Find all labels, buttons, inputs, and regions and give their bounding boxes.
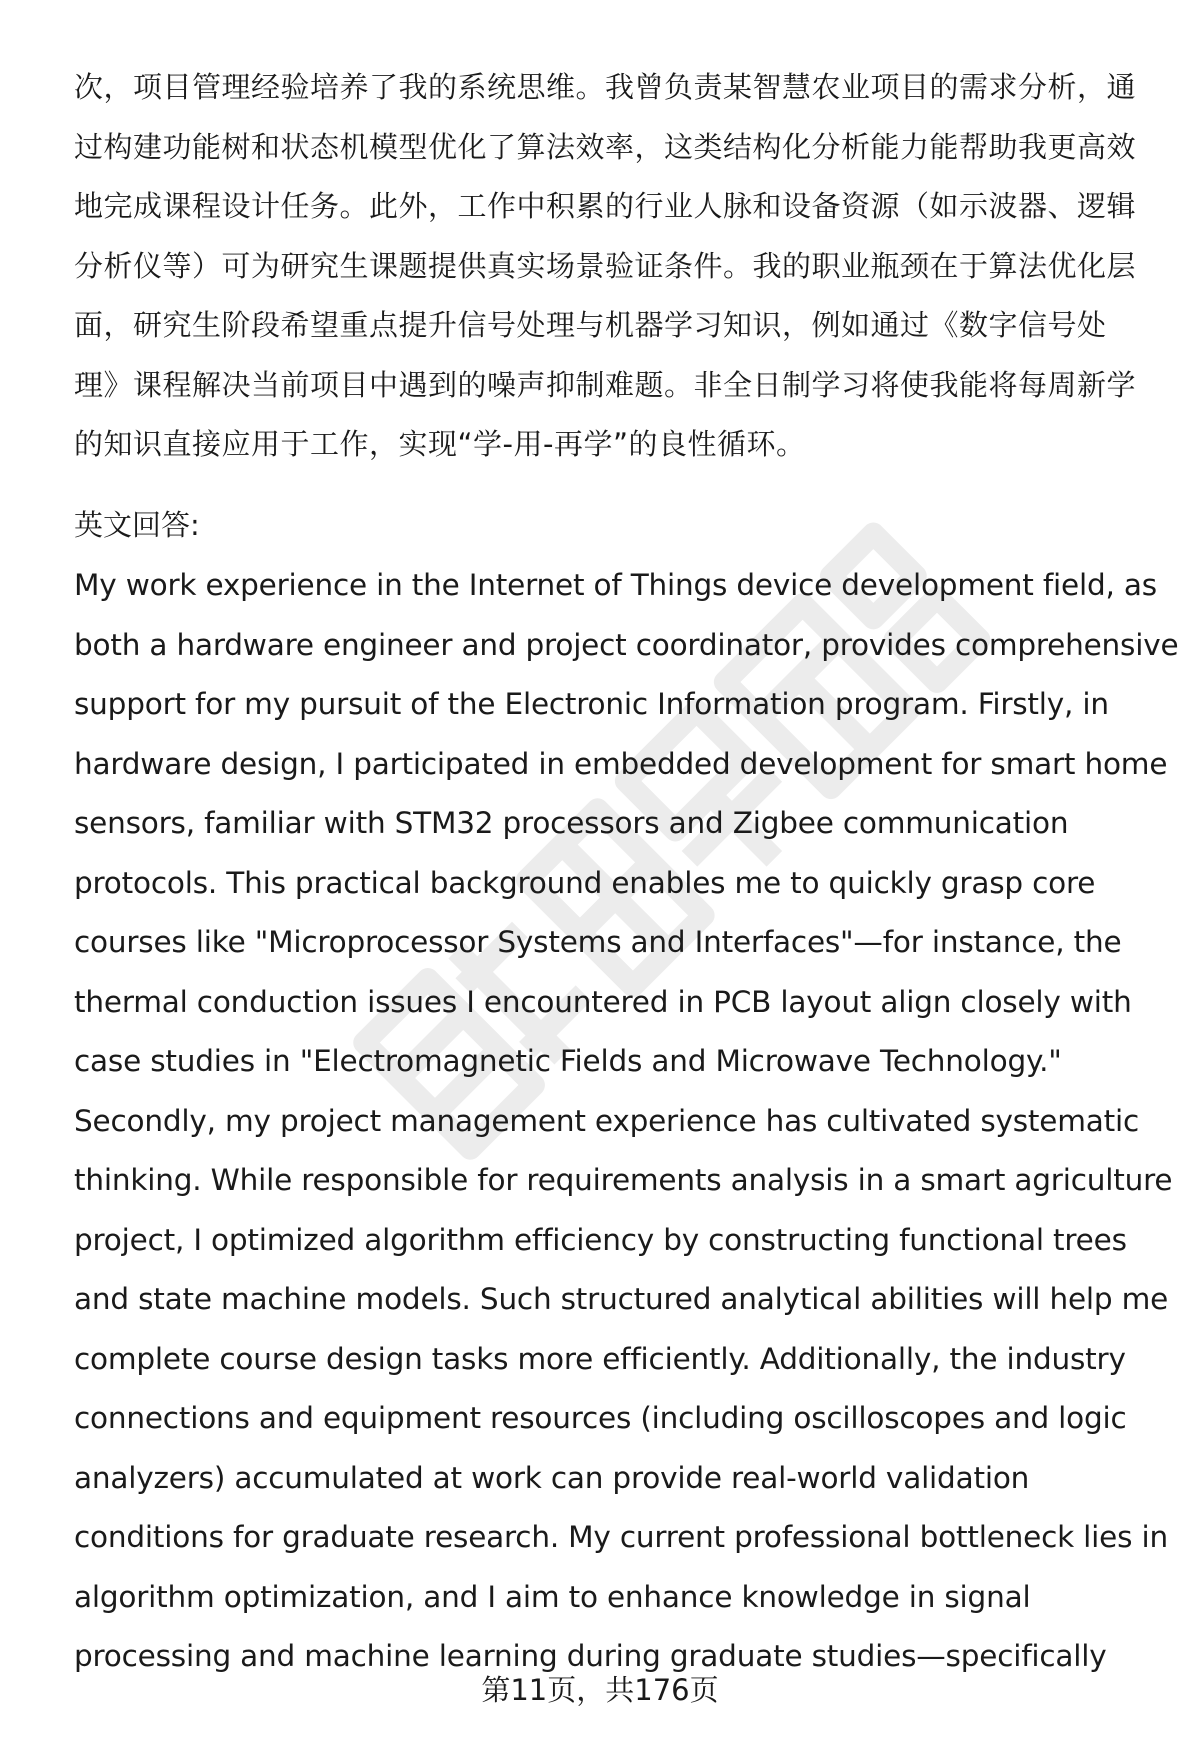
text-line: conditions for graduate research. My current professional bottleneck lies in <box>74 1520 1168 1554</box>
text-line: 地完成课程设计任务。此外，工作中积累的行业人脉和设备资源（如示波器、逻辑 <box>74 189 1137 223</box>
text-line: case studies in "Electromagnetic Fields and Microwave Technology." <box>74 1044 1062 1078</box>
english-answer-heading: 英文回答: <box>74 508 200 542</box>
text-line: processing and machine learning during graduate studies—specifically <box>74 1639 1107 1673</box>
text-line: and state machine models. Such structured analytical abilities will help me <box>74 1282 1169 1316</box>
text-line: analyzers) accumulated at work can provide real-world validation <box>74 1460 1030 1495</box>
text-line: 分析仪等）可为研究生课题提供真实场景验证条件。我的职业瓶颈在于算法优化层 <box>74 248 1137 283</box>
text-line: 理》课程解决当前项目中遇到的噪声抑制难题。非全日制学习将使我能将每周新学 <box>74 367 1137 402</box>
text-line: support for my pursuit of the Electronic Information program. Firstly, in <box>74 687 1109 721</box>
text-line: 过构建功能树和状态机模型优化了算法效率，这类结构化分析能力能帮助我更高效 <box>74 129 1137 164</box>
text-line: thermal conduction issues I encountered in PCB layout align closely with <box>74 984 1132 1019</box>
text-line: sensors, familiar with STM32 processors and Zigbee communication <box>74 806 1069 840</box>
chinese-paragraph <box>74 58 1154 475</box>
text-line: Secondly, my project management experience has cultivated systematic <box>74 1103 1140 1138</box>
english-paragraph <box>74 556 1179 1687</box>
text-line: courses like "Microprocessor Systems and Interfaces"—for instance, the <box>74 925 1122 959</box>
text-line: thinking. While responsible for requirements analysis in a smart agriculture <box>74 1163 1173 1197</box>
page-number-footer: 第11页，共176页 <box>481 1673 719 1707</box>
text-line: 的知识直接应用于工作，实现“学-用-再学”的良性循环。 <box>74 427 806 461</box>
text-line: protocols. This practical background enables me to quickly grasp core <box>74 865 1096 900</box>
text-line: complete course design tasks more efficiently. Additionally, the industry <box>74 1341 1126 1376</box>
text-line: 次，项目管理经验培养了我的系统思维。我曾负责某智慧农业项目的需求分析，通 <box>74 70 1137 104</box>
text-line: algorithm optimization, and I aim to enhance knowledge in signal <box>74 1579 1031 1614</box>
text-line: both a hardware engineer and project coordinator, provides comprehensive <box>74 627 1179 662</box>
text-line: hardware design, I participated in embedded development for smart home <box>74 746 1168 781</box>
text-line: project, I optimized algorithm efficiency by constructing functional trees <box>74 1222 1127 1257</box>
text-line: connections and equipment resources (including oscilloscopes and logic <box>74 1401 1127 1435</box>
text-line: 面，研究生阶段希望重点提升信号处理与机器学习知识，例如通过《数字信号处 <box>74 308 1107 342</box>
text-line: My work experience in the Internet of Things device development field, as <box>74 568 1157 602</box>
